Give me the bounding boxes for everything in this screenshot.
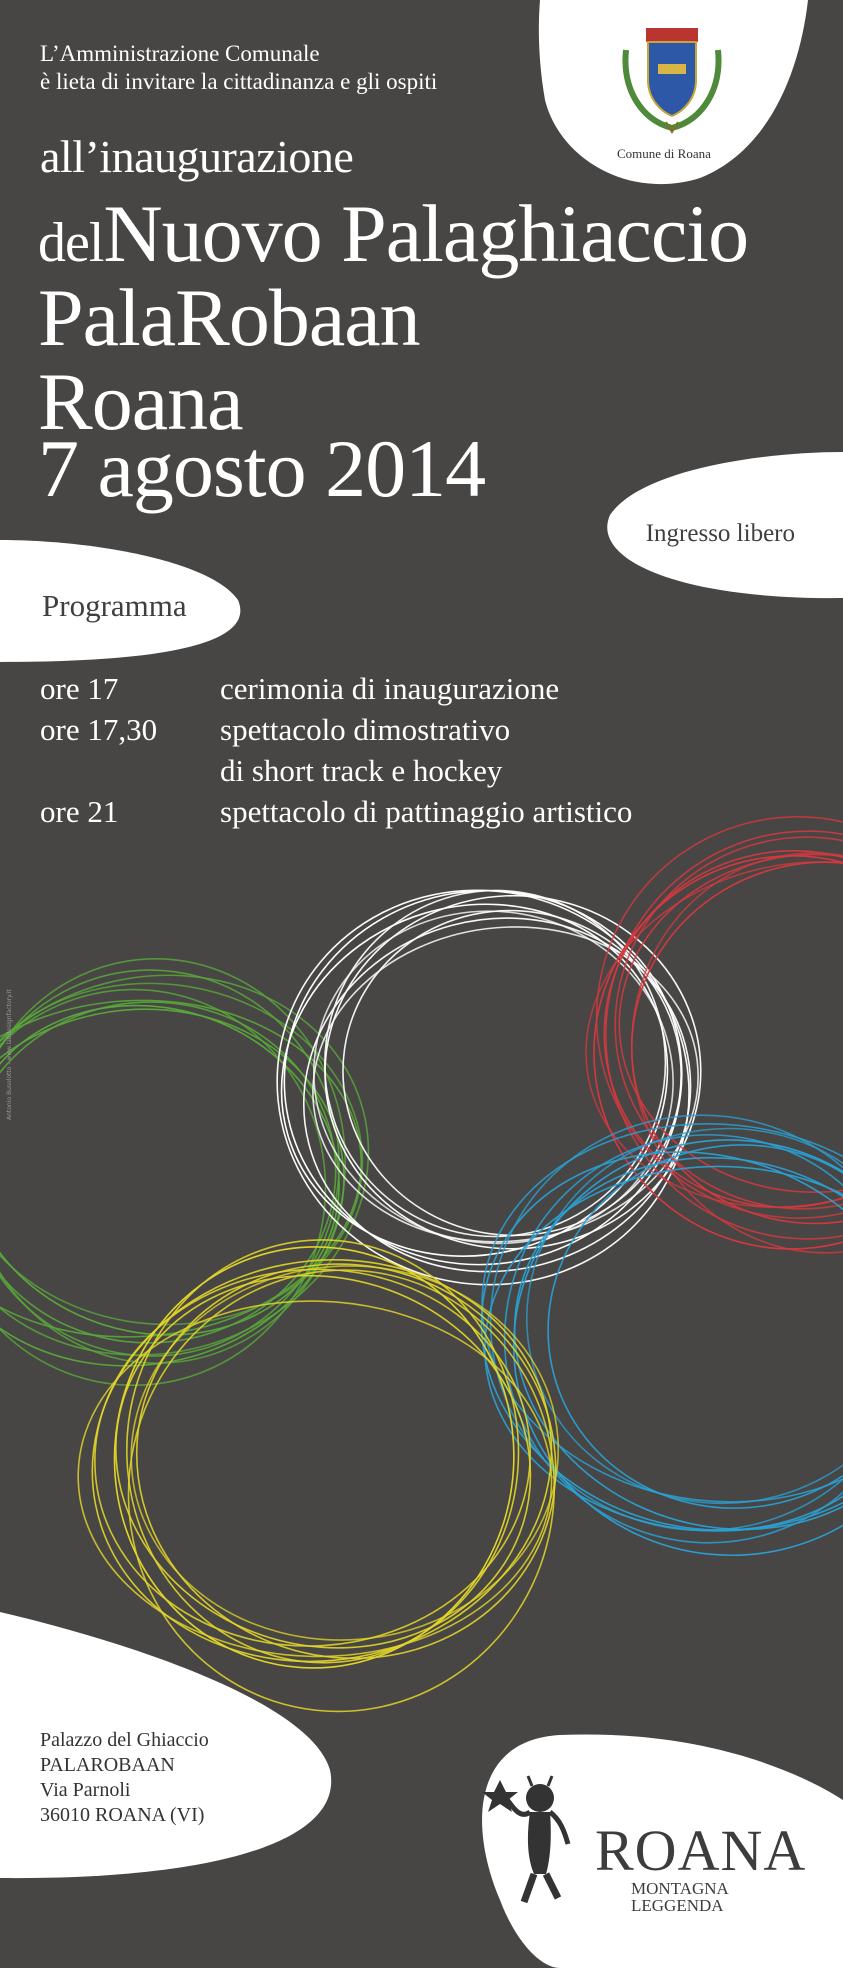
emblem-label: Comune di Roana [617, 146, 711, 161]
program-item [40, 668, 632, 709]
program-time: ore 17,30 [40, 712, 158, 747]
intro-text [40, 40, 437, 96]
program-item [40, 750, 632, 791]
programma-heading: Programma [42, 588, 187, 623]
program-event: di short track e hockey [220, 753, 503, 788]
program-time: ore 21 [40, 794, 119, 829]
program-list [40, 668, 632, 832]
intro-line-2: è lieta di invitare la cittadinanza e gli ospiti [40, 69, 438, 94]
intro-line-1: L’Amministrazione Comunale [40, 41, 320, 66]
program-item [40, 709, 632, 750]
title-prefix: del [38, 212, 104, 274]
address-line-3: Via Parnoli [40, 1779, 131, 1801]
address-line-4: 36010 ROANA (VI) [40, 1804, 205, 1826]
brand-tagline-2: LEGGENDA [631, 1896, 724, 1915]
venue-address [40, 1728, 209, 1828]
program-event: spettacolo dimostrativo [220, 712, 511, 747]
title-line-4: Roana [38, 356, 243, 447]
program-event: spettacolo di pattinaggio artistico [220, 794, 633, 829]
title-line-5: 7 agosto 2014 [38, 423, 486, 514]
brand-name: ROANA [595, 1818, 807, 1883]
brand-tagline [631, 1880, 729, 1914]
address-line-2: PALAROBAAN [40, 1754, 175, 1776]
program-event: cerimonia di inaugurazione [220, 671, 560, 706]
title-main: Nuovo Palaghiaccio [103, 188, 749, 279]
title-line-1: all’inaugurazione [40, 131, 354, 182]
program-time [40, 750, 220, 791]
program-item [40, 791, 632, 832]
design-credit: Antonio Busolotto - www.labdesignfactory.it [6, 989, 13, 1120]
address-line-1: Palazzo del Ghiaccio [40, 1729, 209, 1751]
title-line-3: PalaRobaan [38, 272, 420, 363]
program-time: ore 17 [40, 671, 119, 706]
ingresso-libero-label: Ingresso libero [645, 520, 795, 547]
brand-tagline-1: MONTAGNA [631, 1879, 729, 1898]
